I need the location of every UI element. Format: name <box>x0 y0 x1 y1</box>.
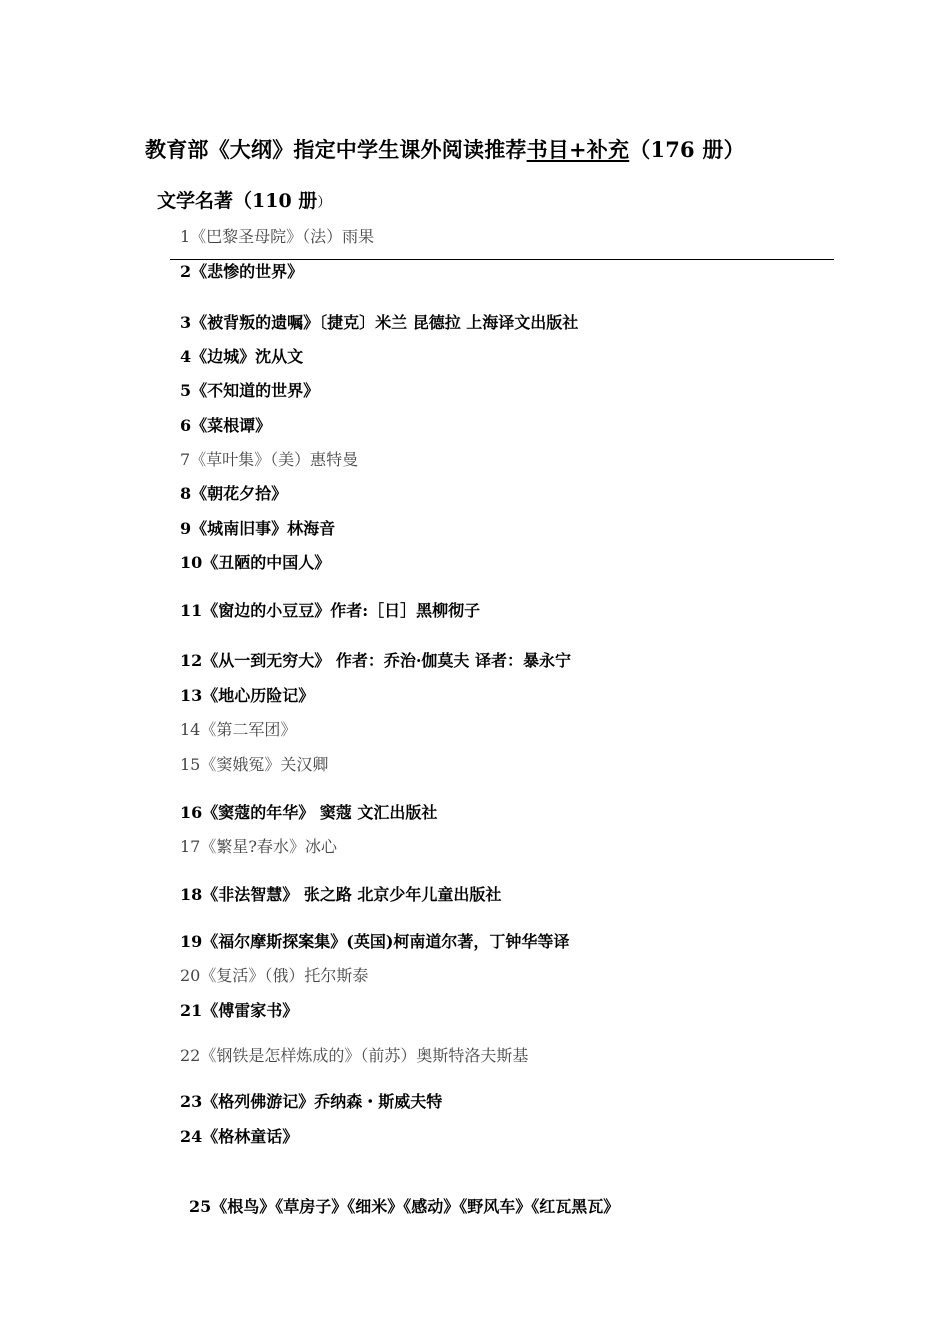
list-item: 3《被背叛的遗嘱》〔捷克〕米兰 昆德拉 上海译文出版社 <box>180 313 579 332</box>
list-item: 24《格林童话》 <box>180 1127 299 1146</box>
list-item: 22《钢铁是怎样炼成的》（前苏）奥斯特洛夫斯基 <box>180 1046 529 1065</box>
list-item: 12《从一到无穷大》 作者：乔治·伽莫夫 译者：暴永宁 <box>180 651 571 670</box>
list-item: 18《非法智慧》 张之路 北京少年儿童出版社 <box>180 885 502 904</box>
list-item: 2《悲惨的世界》 <box>180 262 304 281</box>
title-suffix: （176 册） <box>629 137 745 162</box>
list-item: 16《窦蔻的年华》 窦蔻 文汇出版社 <box>180 803 438 822</box>
list-item: 21《傅雷家书》 <box>180 1001 299 1020</box>
section-label: 文学名著（110 册 <box>157 190 318 212</box>
list-item: 1《巴黎圣母院》（法）雨果 <box>180 227 375 246</box>
list-item: 8《朝花夕拾》 <box>180 484 288 503</box>
list-item: 7《草叶集》（美）惠特曼 <box>180 450 359 469</box>
list-item: 20《复活》（俄）托尔斯泰 <box>180 966 369 985</box>
document-title <box>145 134 845 164</box>
list-item: 13《地心历险记》 <box>180 686 315 705</box>
list-item: 4《边城》沈从文 <box>180 347 304 366</box>
title-prefix: 教育部《大纲》指定中学生课外阅读推荐 <box>145 137 527 162</box>
list-item: 15《窦娥冤》关汉卿 <box>180 755 329 774</box>
list-item: 19《福尔摩斯探案集》(英国)柯南道尔著，丁钟华等译 <box>180 932 570 951</box>
divider <box>170 259 834 260</box>
section-heading <box>157 186 331 213</box>
list-item: 10《丑陋的中国人》 <box>180 553 331 572</box>
list-item: 6《菜根谭》 <box>180 416 272 435</box>
section-close: ） <box>317 195 332 211</box>
list-item: 25《根鸟》《草房子》《细米》《感动》《野风车》《红瓦黑瓦》 <box>189 1197 620 1216</box>
title-underlined: 书目+补充 <box>526 137 630 162</box>
list-item: 11《窗边的小豆豆》作者:［日］黑柳彻子 <box>180 601 481 620</box>
list-item: 17《繁星?春水》冰心 <box>180 837 337 856</box>
list-item: 5《不知道的世界》 <box>180 381 320 400</box>
list-item: 9《城南旧事》林海音 <box>180 519 336 538</box>
list-item: 23《格列佛游记》乔纳森・斯威夫特 <box>180 1092 443 1111</box>
list-item: 14《第二军团》 <box>180 720 297 739</box>
